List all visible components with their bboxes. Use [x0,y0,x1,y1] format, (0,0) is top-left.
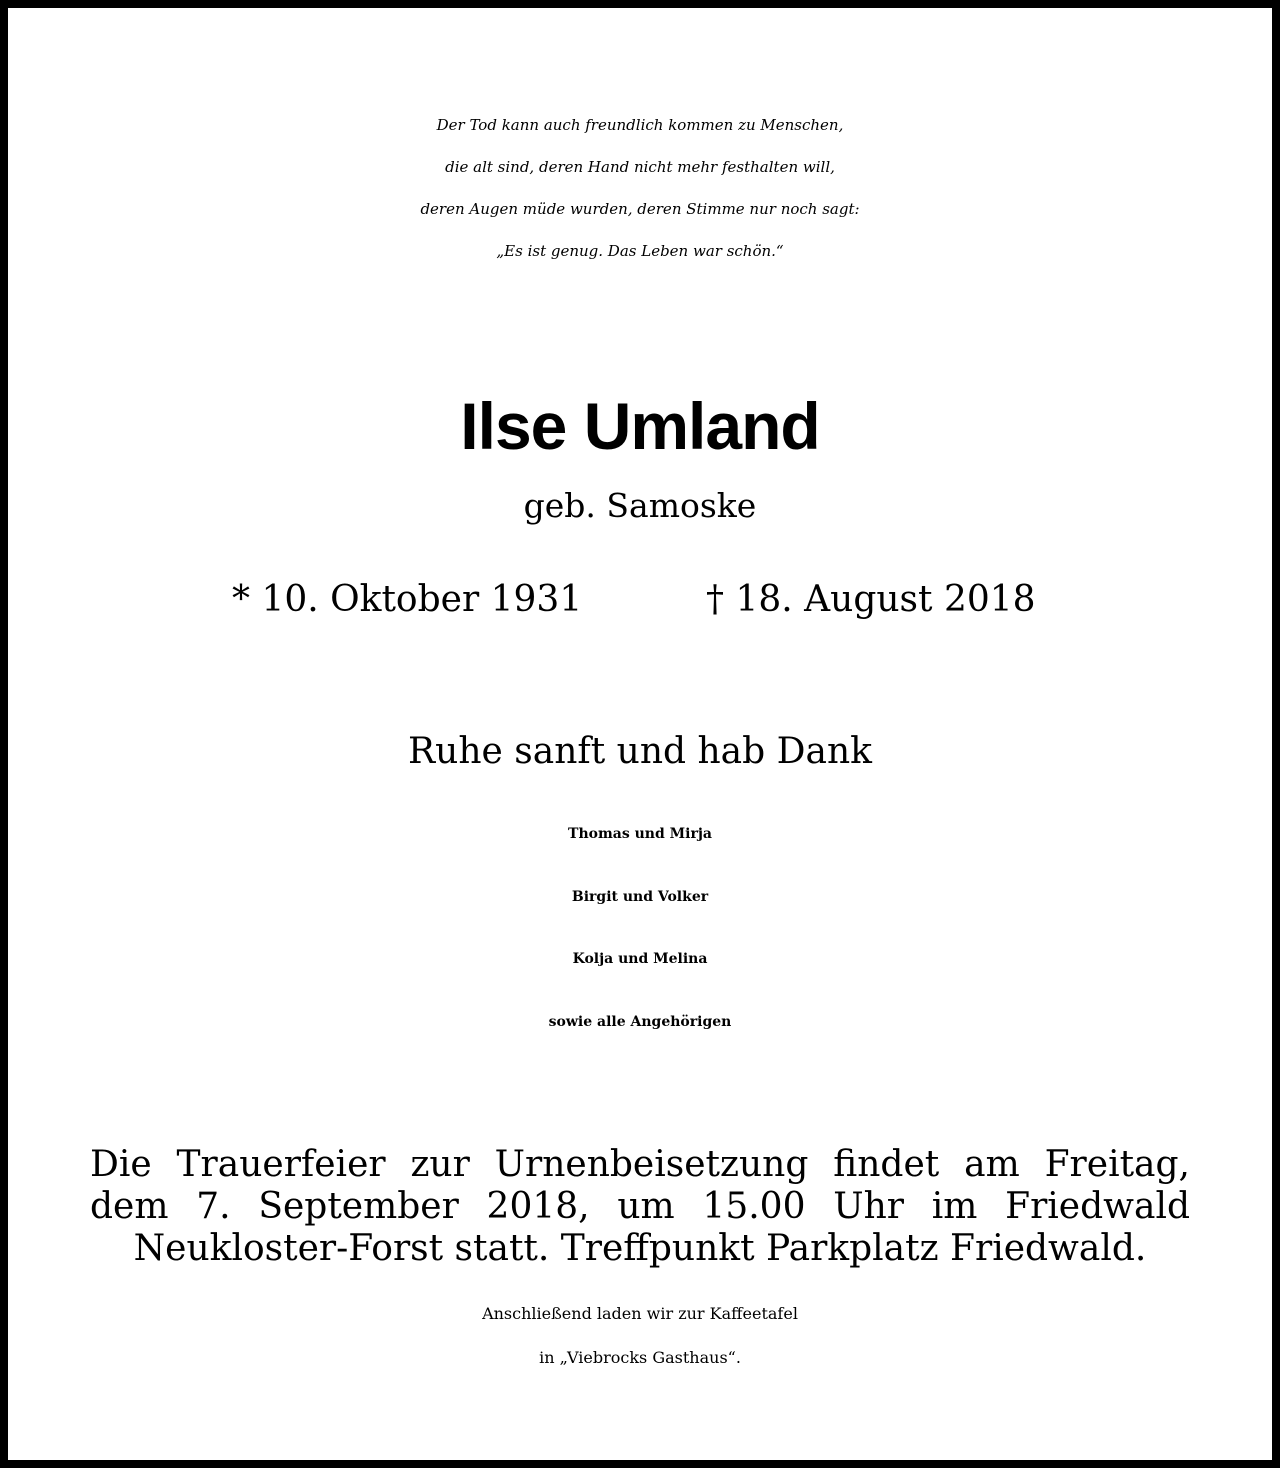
service-line: Neukloster-Forst statt. Treffpunkt Parkplatz Friedwald. [133,1228,1147,1269]
mourners-list [8,803,1272,1053]
farewell-line: Ruhe sanft und hab Dank [408,731,872,772]
service-line: Die Trauerfeier zur Urnenbeisetzung findet am Freitag, [90,1144,1190,1185]
quote-line: die alt sind, deren Hand nicht mehr festhalten will, [445,158,835,176]
death-date: † 18. August 2018 [706,579,1036,620]
quote-line: „Es ist genug. Das Leben war schön.“ [496,242,784,260]
reception-line: Anschließend laden wir zur Kaffeetafel [482,1304,798,1323]
mourner-entry: Thomas und Mirja [568,826,712,842]
service-line: dem 7. September 2018, um 15.00 Uhr im Friedwald [90,1186,1190,1227]
quote-line: Der Tod kann auch freundlich kommen zu Menschen, [436,116,844,134]
reception-details [8,1292,1272,1380]
reception-line: in „Viebrocks Gasthaus“. [539,1348,741,1367]
birth-date: * 10. Oktober 1931 [232,579,583,620]
maiden-name: geb. Samoske [523,486,757,525]
mourner-entry: sowie alle Angehörigen [548,1013,732,1030]
memorial-quote [8,104,1272,272]
mourner-entry: Birgit und Volker [571,888,709,905]
quote-line: deren Augen müde wurden, deren Stimme nur noch sagt: [420,200,860,218]
mourner-entry: Kolja und Melina [572,951,708,967]
service-details [90,1144,1190,1270]
deceased-name: Ilse Umland [460,389,820,463]
